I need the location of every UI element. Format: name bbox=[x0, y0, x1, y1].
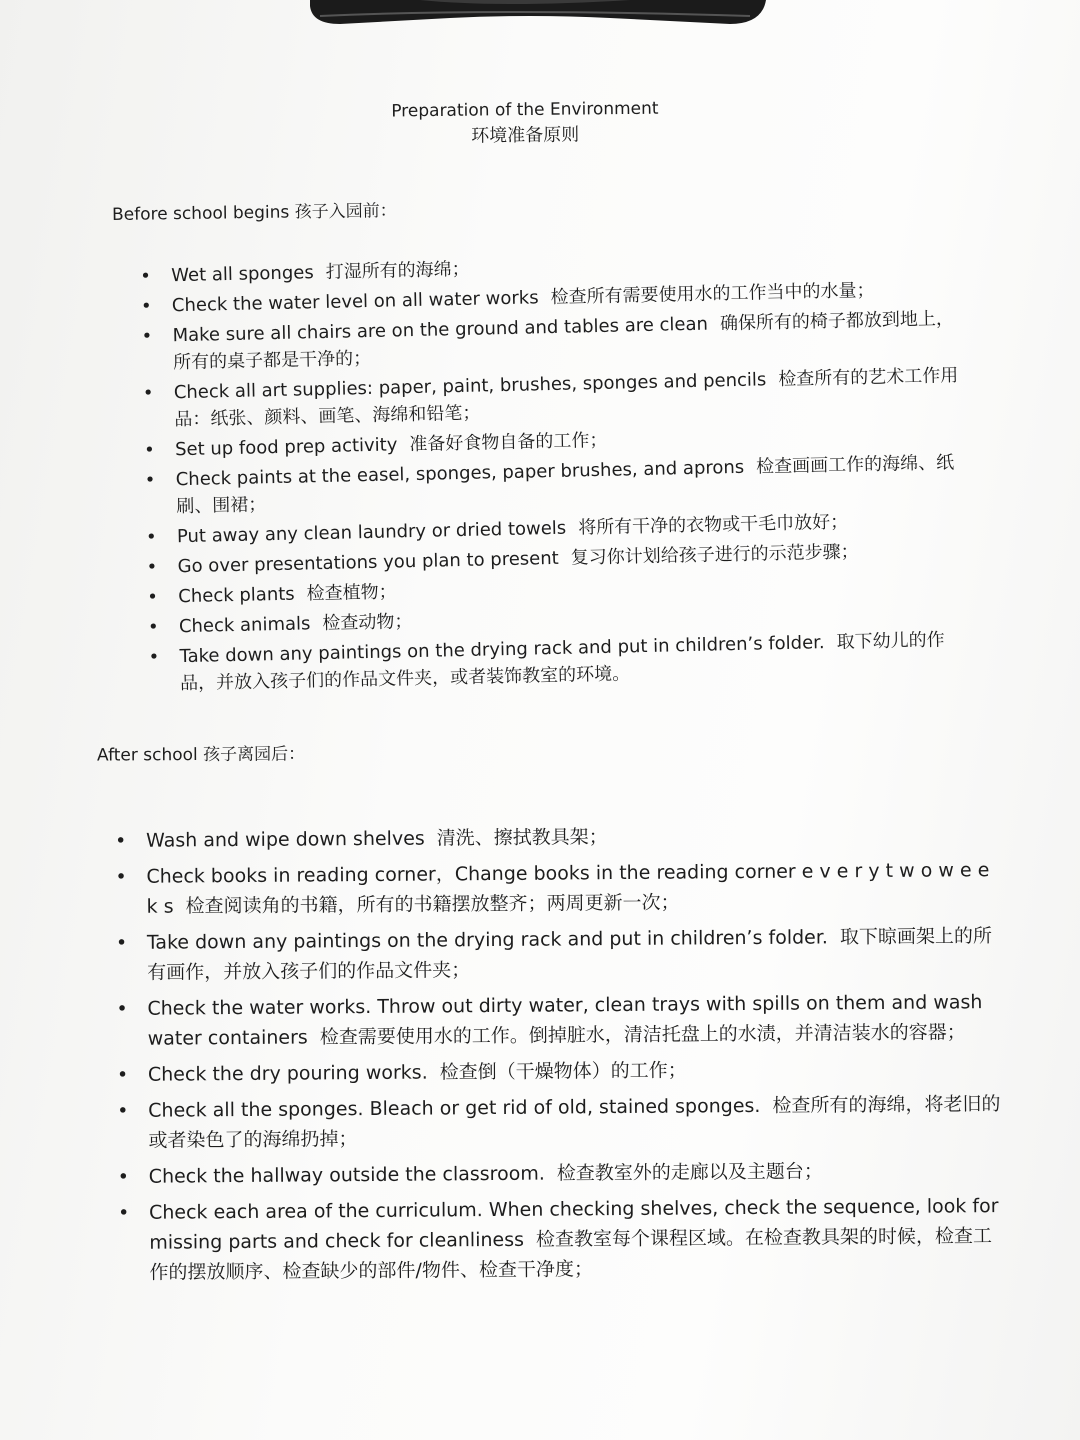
bullet-icon: • bbox=[147, 586, 159, 608]
item-chinese: 确保所有的椅子都放到地上，所有的桌子都是干净的； bbox=[172, 308, 955, 374]
item-chinese: 检查植物； bbox=[306, 581, 397, 605]
item-chinese: 复习你计划给孩子进行的示范步骤； bbox=[570, 541, 859, 569]
list-item bbox=[113, 819, 1003, 856]
list-item bbox=[115, 1053, 1005, 1090]
bullet-icon: • bbox=[148, 646, 160, 668]
bullet-icon: • bbox=[115, 931, 128, 954]
bullet-icon: • bbox=[117, 1165, 130, 1188]
clipboard-clip bbox=[300, 0, 770, 40]
bullet-icon: • bbox=[143, 439, 155, 461]
list-item bbox=[114, 987, 1004, 1054]
item-chinese: 检查画画工作的海绵、纸刷、围裙； bbox=[176, 452, 955, 518]
list-item bbox=[116, 1155, 1006, 1192]
item-chinese: 检查所有的艺术工作用品：纸张、颜料、画笔、海绵和铅笔； bbox=[174, 365, 959, 431]
item-english: Check animals bbox=[178, 613, 311, 638]
bullet-icon: • bbox=[117, 1099, 129, 1122]
item-english: Set up food prep activity bbox=[174, 434, 398, 461]
title-english: Preparation of the Environment bbox=[391, 98, 659, 122]
bullet-icon: • bbox=[141, 325, 153, 347]
item-english: Check the water works. Throw out dirty water, clean trays with spills on them and wash water containers bbox=[147, 991, 983, 1050]
item-english: Check all art supplies: paper, paint, brushes, sponges and pencils bbox=[173, 369, 767, 404]
item-chinese: 准备好食物自备的工作； bbox=[409, 429, 608, 456]
item-chinese: 检查倒（干燥物体）的工作； bbox=[439, 1059, 687, 1084]
item-chinese: 打湿所有的海绵； bbox=[325, 258, 470, 283]
item-chinese: 清洗、擦拭教具架； bbox=[436, 826, 608, 850]
item-chinese: 检查教室每个课程区域。在检查教具架的时候，检查工作的摆放顺序、检查缺少的部件/物件、检查干净度； bbox=[149, 1225, 993, 1284]
title-chinese: 环境准备原则 bbox=[471, 124, 580, 147]
item-english: Go over presentations you plan to present bbox=[177, 547, 559, 578]
item-chinese: 检查教室外的走廊以及主题台； bbox=[556, 1160, 823, 1185]
item-chinese: 取下晾画架上的所有画作，并放入孩子们的作品文件夹； bbox=[147, 925, 993, 984]
bullet-icon: • bbox=[146, 556, 158, 578]
item-chinese: 检查所有的海绵，将老旧的或者染色了的海绵扔掉； bbox=[148, 1093, 1001, 1152]
bullet-icon: • bbox=[140, 295, 152, 317]
item-english: Take down any paintings on the drying rack and put in children’s folder. bbox=[179, 632, 825, 668]
bullet-icon: • bbox=[147, 616, 159, 638]
item-chinese: 检查需要使用水的工作。倒掉脏水，清洁托盘上的水渍，并清洁装水的容器； bbox=[319, 1021, 966, 1049]
document-title bbox=[0, 92, 1080, 155]
item-english: Check the dry pouring works. bbox=[147, 1061, 428, 1086]
list-item bbox=[113, 855, 1003, 922]
item-english: Check the water level on all water works bbox=[171, 287, 539, 317]
bullet-icon: • bbox=[142, 382, 154, 404]
before-school-list bbox=[138, 245, 967, 701]
item-english: Take down any paintings on the drying rack and put in children’s folder. bbox=[146, 926, 829, 954]
item-english: Check the hallway outside the classroom. bbox=[148, 1162, 545, 1188]
after-school-heading: After school 孩子离园后： bbox=[96, 744, 306, 766]
bullet-icon: • bbox=[144, 469, 156, 491]
item-chinese: 检查动物； bbox=[322, 611, 413, 635]
before-school-heading: Before school begins 孩子入园前： bbox=[111, 201, 397, 225]
item-english: Wet all sponges bbox=[171, 262, 314, 287]
item-chinese: 将所有干净的衣物或干毛巾放好； bbox=[577, 511, 849, 539]
item-english: Check paints at the easel, sponges, paper brushes, and aprons bbox=[175, 456, 745, 491]
item-english: Put away any clean laundry or dried towels bbox=[176, 517, 567, 548]
bullet-icon: • bbox=[115, 829, 127, 852]
bullet-icon: • bbox=[145, 526, 157, 548]
item-chinese: 检查所有需要使用水的工作当中的水量； bbox=[550, 279, 875, 309]
item-english: Make sure all chairs are on the ground and tables are clean bbox=[172, 313, 709, 347]
bullet-icon: • bbox=[116, 1063, 129, 1086]
list-item bbox=[114, 921, 1004, 988]
item-english: Check all the sponges. Bleach or get rid of old, stained sponges. bbox=[148, 1094, 761, 1122]
bullet-icon: • bbox=[115, 865, 127, 888]
item-english: Check each area of the curriculum. When checking shelves, check the sequence, look for missing parts and check for cleanliness bbox=[148, 1195, 999, 1254]
bullet-icon: • bbox=[140, 265, 152, 287]
bullet-icon: • bbox=[116, 997, 128, 1020]
bullet-icon: • bbox=[117, 1201, 130, 1224]
item-chinese: 取下幼儿的作品，并放入孩子们的作品文件夹，或者装饰教室的环境。 bbox=[179, 629, 945, 695]
list-item bbox=[115, 1089, 1005, 1156]
list-item bbox=[116, 1191, 1007, 1288]
item-chinese: 检查阅读角的书籍，所有的书籍摆放整齐；两周更新一次； bbox=[185, 891, 680, 918]
item-english: Check plants bbox=[178, 583, 295, 608]
item-english: Check books in reading corner，Change books in the reading corner e v e r y t w o w e e k s bbox=[146, 859, 990, 918]
after-school-list bbox=[113, 819, 1007, 1294]
item-english: Wash and wipe down shelves bbox=[146, 827, 425, 852]
